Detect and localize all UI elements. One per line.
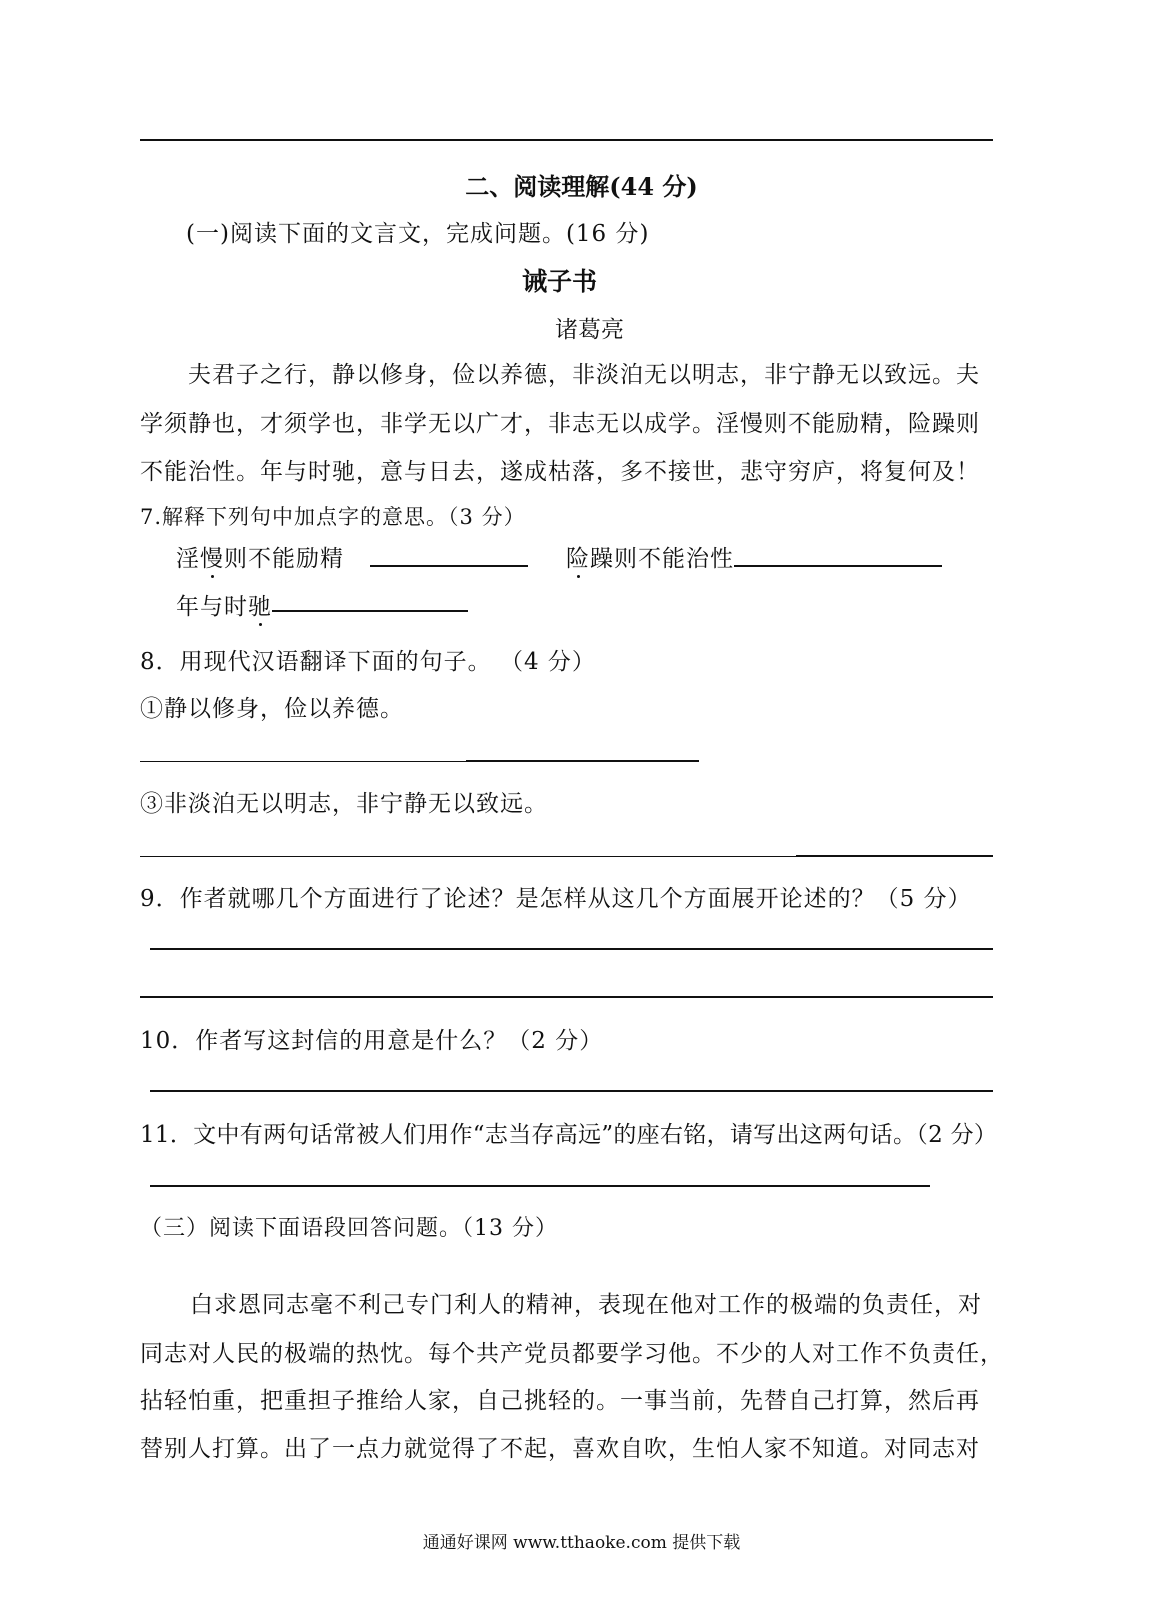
q7-item-1: [176, 540, 344, 573]
q7-prompt: 7.解释下列句中加点字的意思。（3 分）: [140, 505, 526, 529]
passage-line-3: 不能治性。年与时驰，意与日去，遂成枯落，多不接世，悲守穷庐，将复何及！: [140, 459, 980, 485]
q7-item-3-dot-char: 驰: [248, 594, 272, 620]
q9-answer-line-1[interactable]: [150, 948, 993, 950]
q7-answer-line-2[interactable]: [734, 565, 942, 567]
q7-item-1-dot-char: 慢: [200, 546, 224, 572]
q7-answer-line-3[interactable]: [272, 610, 468, 612]
q8-answer-line-2a[interactable]: [140, 856, 796, 857]
q7-answer-line-1[interactable]: [370, 565, 528, 567]
q11-prompt: 11．文中有两句话常被人们用作“志当存高远”的座右铭，请写出这两句话。（2 分）: [140, 1122, 998, 1148]
q8-prompt: 8．用现代汉语翻译下面的句子。 （4 分）: [140, 649, 596, 675]
part3-line-3: 拈轻怕重，把重担子推给人家，自己挑轻的。一事当前，先替自己打算，然后再: [140, 1388, 980, 1414]
q7-item-2-dot-char: 险: [566, 546, 590, 572]
passage-line-2: 学须静也，才须学也，非学无以广才，非志无以成学。淫慢则不能励精，险躁则: [140, 411, 980, 437]
q7-item-3-pre: 年与时: [176, 594, 248, 620]
part3-line-2: 同志对人民的极端的热忱。每个共产党员都要学习他。不少的人对工作不负责任，: [140, 1341, 1004, 1367]
passage-line-1: 夫君子之行，静以修身，俭以养德，非淡泊无以明志，非宁静无以致远。夫: [188, 362, 980, 388]
q9-prompt: 9．作者就哪几个方面进行了论述？是怎样从这几个方面展开论述的？（5 分）: [140, 886, 972, 912]
passage-author: 诸葛亮: [555, 317, 624, 343]
q8-answer-line-1a[interactable]: [140, 761, 466, 762]
q8-answer-line-1b[interactable]: [466, 760, 699, 762]
footer-credit: 通通好课网 www.tthaoke.com 提供下载: [422, 1533, 741, 1553]
q7-item-1-post: 则不能励精: [224, 546, 344, 572]
q7-item-2-post: 躁则不能治性: [590, 546, 734, 572]
q11-answer-line[interactable]: [150, 1185, 930, 1187]
q7-item-3: [176, 588, 272, 621]
q7-item-1-pre: 淫: [176, 546, 200, 572]
q8-sentence-1: ①静以修身，俭以养德。: [140, 696, 404, 722]
q9-answer-line-2[interactable]: [140, 996, 993, 998]
part3-line-1: 白求恩同志毫不利己专门利人的精神，表现在他对工作的极端的负责任，对: [190, 1292, 982, 1318]
part3-line-4: 替别人打算。出了一点力就觉得了不起，喜欢自吹，生怕人家不知道。对同志对: [140, 1436, 980, 1462]
part3-intro: （三）阅读下面语段回答问题。（13 分）: [140, 1216, 558, 1241]
q7-item-2: [566, 540, 734, 573]
header-rule: [140, 139, 993, 141]
q10-prompt: 10．作者写这封信的用意是什么？（2 分）: [140, 1028, 604, 1054]
part1-intro: (一)阅读下面的文言文，完成问题。(16 分): [186, 221, 650, 247]
section-title: 二、阅读理解(44 分): [465, 172, 698, 201]
q8-answer-line-2b[interactable]: [796, 855, 993, 857]
q8-sentence-2: ③非淡泊无以明志，非宁静无以致远。: [140, 791, 548, 817]
q10-answer-line[interactable]: [150, 1090, 993, 1092]
passage-title: 诫子书: [521, 267, 597, 296]
